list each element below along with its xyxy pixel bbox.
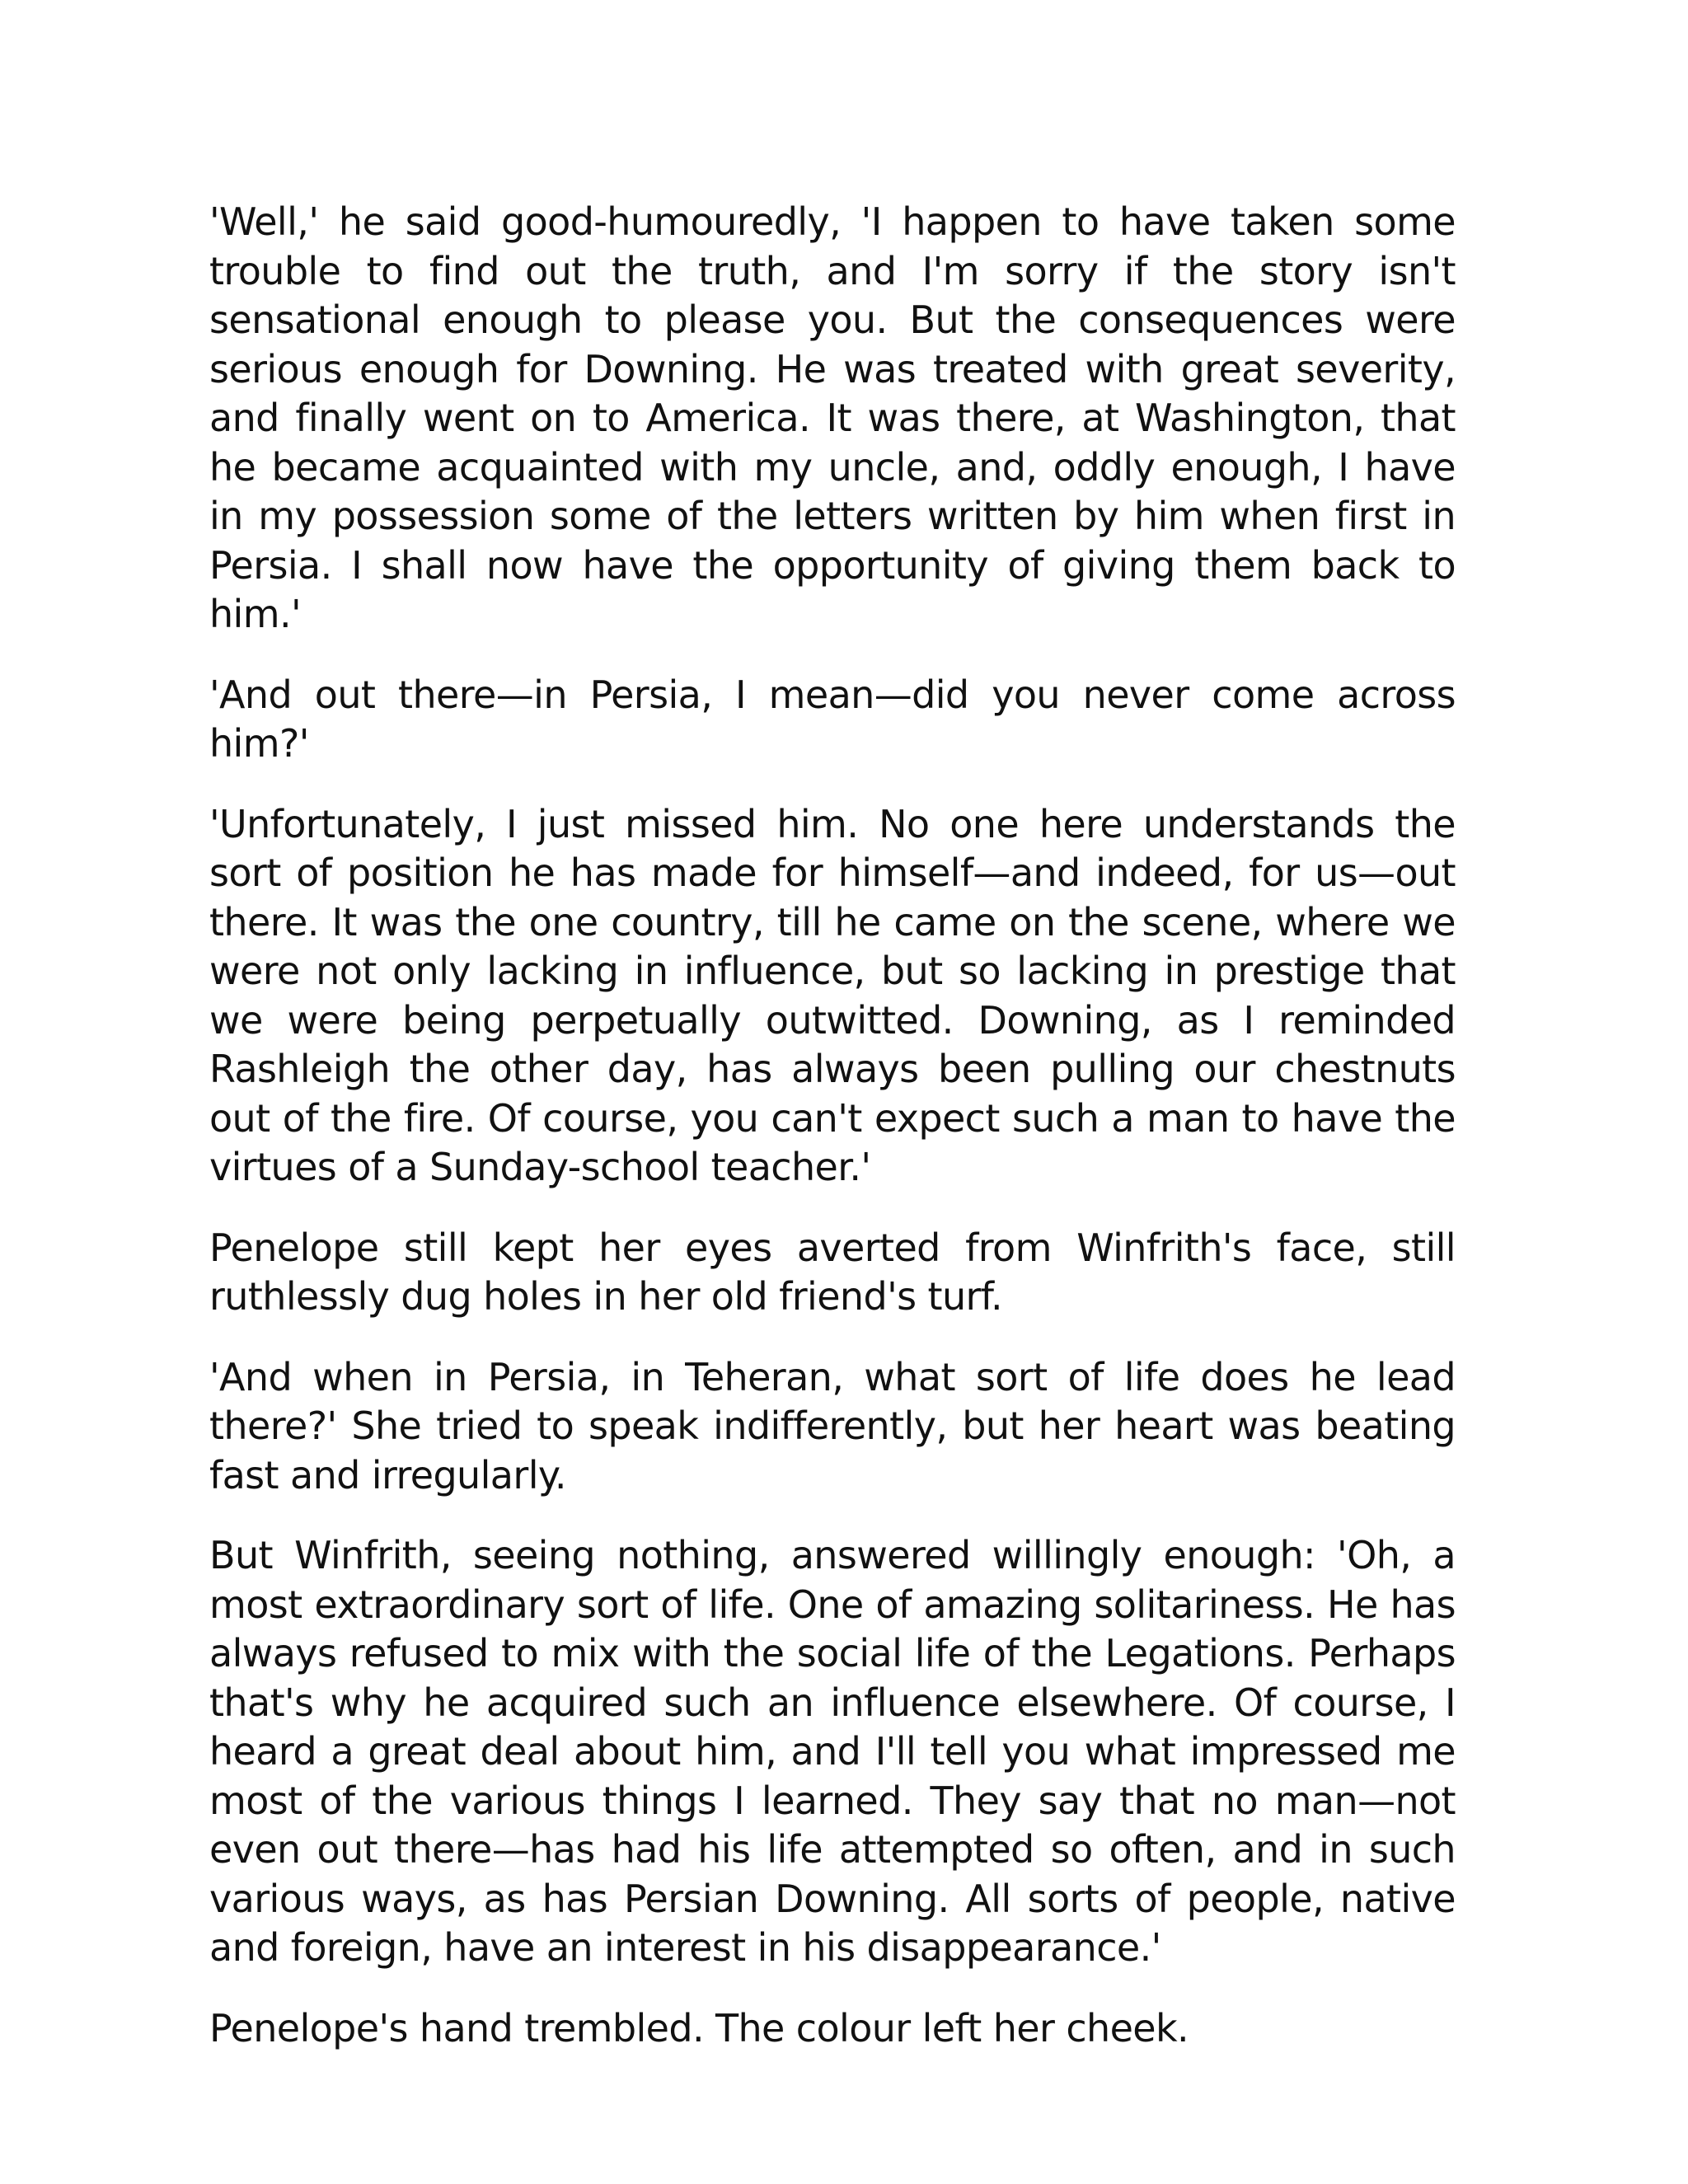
paragraph-3: 'Unfortunately, I just missed him. No one here understands the sort of position he has made for himself—and indeed, for us—out there. It was the one country, till he came on the scene, where we were not only lacking in influence, but so lacking in prestige that we were being perpetually outwitted. Downing, as I reminded Rashleigh the other day, has always been pulling our chestnuts out of the fire. Of course, you can't expect such a man to have the virtues of a Sunday-school teacher.' bbox=[209, 801, 1456, 1189]
paragraph-2: 'And out there—in Persia, I mean—did you never come across him?' bbox=[209, 672, 1456, 766]
page-body bbox=[209, 198, 1456, 2053]
paragraph-4: Penelope still kept her eyes averted from Winfrith's face, still ruthlessly dug holes in her old friend's turf. bbox=[209, 1225, 1456, 1319]
paragraph-5: 'And when in Persia, in Teheran, what sort of life does he lead there?' She tried to speak indifferently, but her heart was beating fast and irregularly. bbox=[209, 1354, 1456, 1497]
paragraph-1: 'Well,' he said good-humouredly, 'I happen to have taken some trouble to find out the truth, and I'm sorry if the story isn't sensational enough to please you. But the consequences were serious enough for Downing. He was treated with great severity, and finally went on to America. It was there, at Washington, that he became acquainted with my uncle, and, oddly enough, I have in my possession some of the letters written by him when first in Persia. I shall now have the opportunity of giving them back to him.' bbox=[209, 199, 1456, 636]
paragraph-6: But Winfrith, seeing nothing, answered willingly enough: 'Oh, a most extraordinary sort of life. One of amazing solitariness. He has always refused to mix with the social life of the Legations. Perhaps that's why he acquired such an influence elsewhere. Of course, I heard a great deal about him, and I'll tell you what impressed me most of the various things I learned. They say that no man—not even out there—has had his life attempted so often, and in such various ways, as has Persian Downing. All sorts of people, native and foreign, have an interest in his disappearance.' bbox=[209, 1533, 1456, 1970]
paragraph-7: Penelope's hand trembled. The colour left her cheek. bbox=[209, 2005, 1189, 2050]
